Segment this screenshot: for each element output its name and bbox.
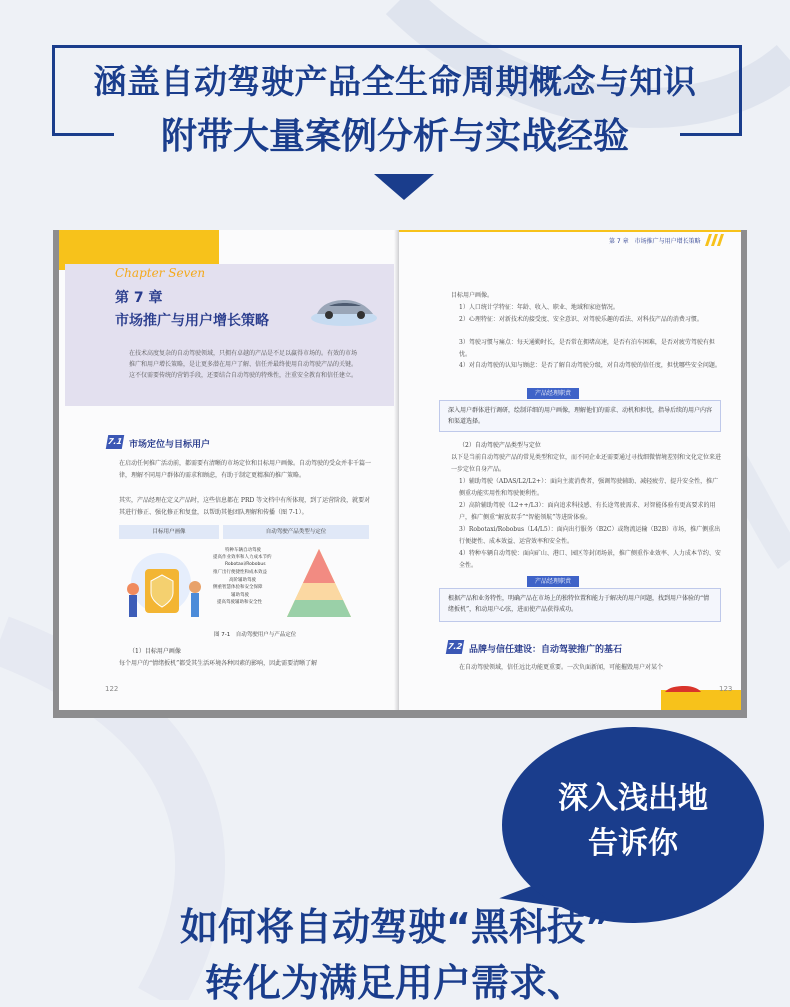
- right-text-line: 2）高阶辅助驾驶（L2++/L3）：面向追求科技感、有长途驾驶需求、对智能体验有更高要求的用户，推广侧重“解放双手”“智能领航”等进阶体验。: [459, 502, 716, 521]
- section-title-2: 品牌与信任建设：自动驾驶推广的基石: [469, 645, 623, 655]
- headline-line-1: 涵盖自动驾驶产品全生命周期概念与知识: [93, 62, 697, 101]
- section-title: 市场定位与目标用户: [129, 440, 211, 450]
- open-book: [53, 230, 747, 718]
- subheading-product-types: （2）自动驾驶产品类型与定位: [459, 442, 541, 449]
- chapter-title: 市场推广与用户增长策略: [115, 313, 269, 329]
- right-text-line: 1）辅助驾驶（ADAS/L2/L2+）：面向主流消费者，强调驾驶辅助、减轻疲劳、提升安全性，推广侧重功能实用性和驾驶便利性。: [459, 478, 719, 497]
- page-number-right: 123: [719, 685, 733, 693]
- footer-line-1: 如何将自动驾驶“黑科技”: [180, 905, 610, 949]
- paragraph-3: 每个用户的“情绪扳机”都受其生活环境各种因素的影响，因此需要清晰了解: [119, 660, 318, 667]
- callout-box-pm-duty-2: 根据产品和业务特性，明确产品在市场上的独特位置和能力于解决的用户问题，找到用户体验的“情绪扳机”，和动用户心弦，进而使产品获得成功。: [439, 588, 721, 622]
- figure-label: 提高驾驶辅助和安全性: [217, 600, 262, 605]
- figure-label: 高阶辅助驾驶: [229, 578, 256, 583]
- running-header: 第 7 章 市场推广与用户增长策略: [609, 238, 701, 245]
- figure-label: 推广出行便捷性和成本效益: [213, 570, 267, 575]
- figure-label: 提高作业效率和人力成本节约: [213, 555, 272, 560]
- page-header-rule: [399, 230, 741, 232]
- headline-line-2: 附带大量案例分析与实战经验: [160, 116, 629, 157]
- figure-band-target-users: 目标用户画像: [119, 525, 219, 539]
- subheading-target-users: （1）目标用户画像: [129, 648, 181, 655]
- paragraph-1: 在启动任何推广活动前，都需要有清晰的市场定位和目标用户画像。自动驾驶的受众并非千篇一律，理解不同用户群体的需求和顾虑，有助于制定更精准的推广策略。: [119, 460, 372, 479]
- right-text-line: 目标用户画像。: [451, 292, 494, 299]
- right-text-line: 3）Robotaxi/Robobus（L4/L5）：面向出行服务（B2C）或物流运输（B2B）市场，推广侧重出行便捷性、成本效益、运营效率和安全性。: [459, 526, 721, 545]
- callout-tab-pm-duty-2: 产品经理职责: [527, 576, 579, 587]
- right-text-line: 3）驾驶习惯与痛点：每天通勤时长，是否常在拥堵高速，是否有泊车困难，是否对疲劳驾驶有担忧。: [459, 339, 715, 358]
- callout-tab-pm-duty: 产品经理职责: [527, 388, 579, 399]
- figure-caption: 图 7-1 自动驾驶用户与产品定位: [214, 632, 297, 638]
- paragraph-last: 在自动驾驶领域，信任远比功能更重要。一次负面新闻，可能摧毁用户对某个: [459, 664, 664, 671]
- footer-line-2: 转化为满足用户需求、: [204, 961, 585, 1005]
- chapter-intro: 在技术高度复杂的自动驾驶领域，只拥有卓越的产品是不足以赢得市场的。有效的市场推广和用户增长策略，是让更多潜在用户了解、信任并最终使用自动驾驶产品的关键。这不仅需要传统的营销手段，还要结合自动驾驶的特殊性，注重安全教育和信任建立。: [129, 350, 358, 379]
- right-text-line: 以下是当前自动驾驶产品的常见类型和定位，而不同企业还需要通过寻找细微情境差别和文化定位来进一步定位自身产品。: [451, 454, 722, 473]
- chapter-label-english: Chapter Seven: [115, 266, 206, 280]
- chapter-panel: [65, 264, 397, 406]
- speech-bubble-line-2: 告诉你: [588, 826, 678, 861]
- figure-label: Robotaxi/Robobus: [225, 562, 266, 567]
- section-number-badge-2: 7.2: [446, 640, 464, 654]
- down-arrow-icon: [374, 174, 434, 200]
- book-page-left: [59, 230, 397, 710]
- section-number-badge: 7.1: [106, 435, 124, 449]
- right-text-line: 2）心理特征：对新技术的接受度、安全意识、对驾驶乐趣的看法、对科技产品的消费习惯。: [459, 316, 703, 323]
- right-text-line: 4）对自动驾驶的认知与顾虑：是否了解自动驾驶分级，对自动驾驶的信任度，担忧哪些安全问题。: [459, 362, 721, 369]
- figure-label: 特种车辆自动驾驶: [225, 548, 261, 553]
- page-number-left: 122: [105, 685, 119, 693]
- paragraph-2: 其实，产品经理在定义产品时，这些信息都在 PRD 等文档中有所体现，到了运营阶段，就要对其进行修正、强化修正和复盘，以帮助其他团队理解和传播（图 7-1）。: [119, 497, 371, 516]
- figure-7-1: [119, 525, 369, 627]
- car-icon: [309, 288, 379, 328]
- right-text-line: 1）人口统计学特征：年龄、收入、职业、地域和家庭情况。: [459, 304, 619, 311]
- header-stripes-icon: [703, 234, 727, 246]
- chapter-number: 第 7 章: [115, 290, 163, 306]
- right-text-line: 4）特种车辆自动驾驶：面向矿山、港口、园区等封闭场景，推广侧重作业效率、人力成本节约、安全性。: [459, 550, 721, 569]
- speech-bubble-line-1: 深入浅出地: [558, 781, 708, 816]
- book-page-right: [399, 230, 741, 710]
- red-car-icon: [663, 684, 703, 694]
- frame-line-top: [52, 45, 742, 48]
- callout-box-pm-duty: 深入用户群体进行调研，绘制详细的用户画像，理解他们的需求、动机和担忧，指导后续的用户内容和渠道选择。: [439, 400, 721, 432]
- figure-label: 侧重智慧体验和安全保障: [213, 585, 263, 590]
- figure-label: 辅助驾驶: [231, 593, 249, 598]
- figure-band-product-types: 自动驾驶产品类型与定位: [223, 525, 369, 539]
